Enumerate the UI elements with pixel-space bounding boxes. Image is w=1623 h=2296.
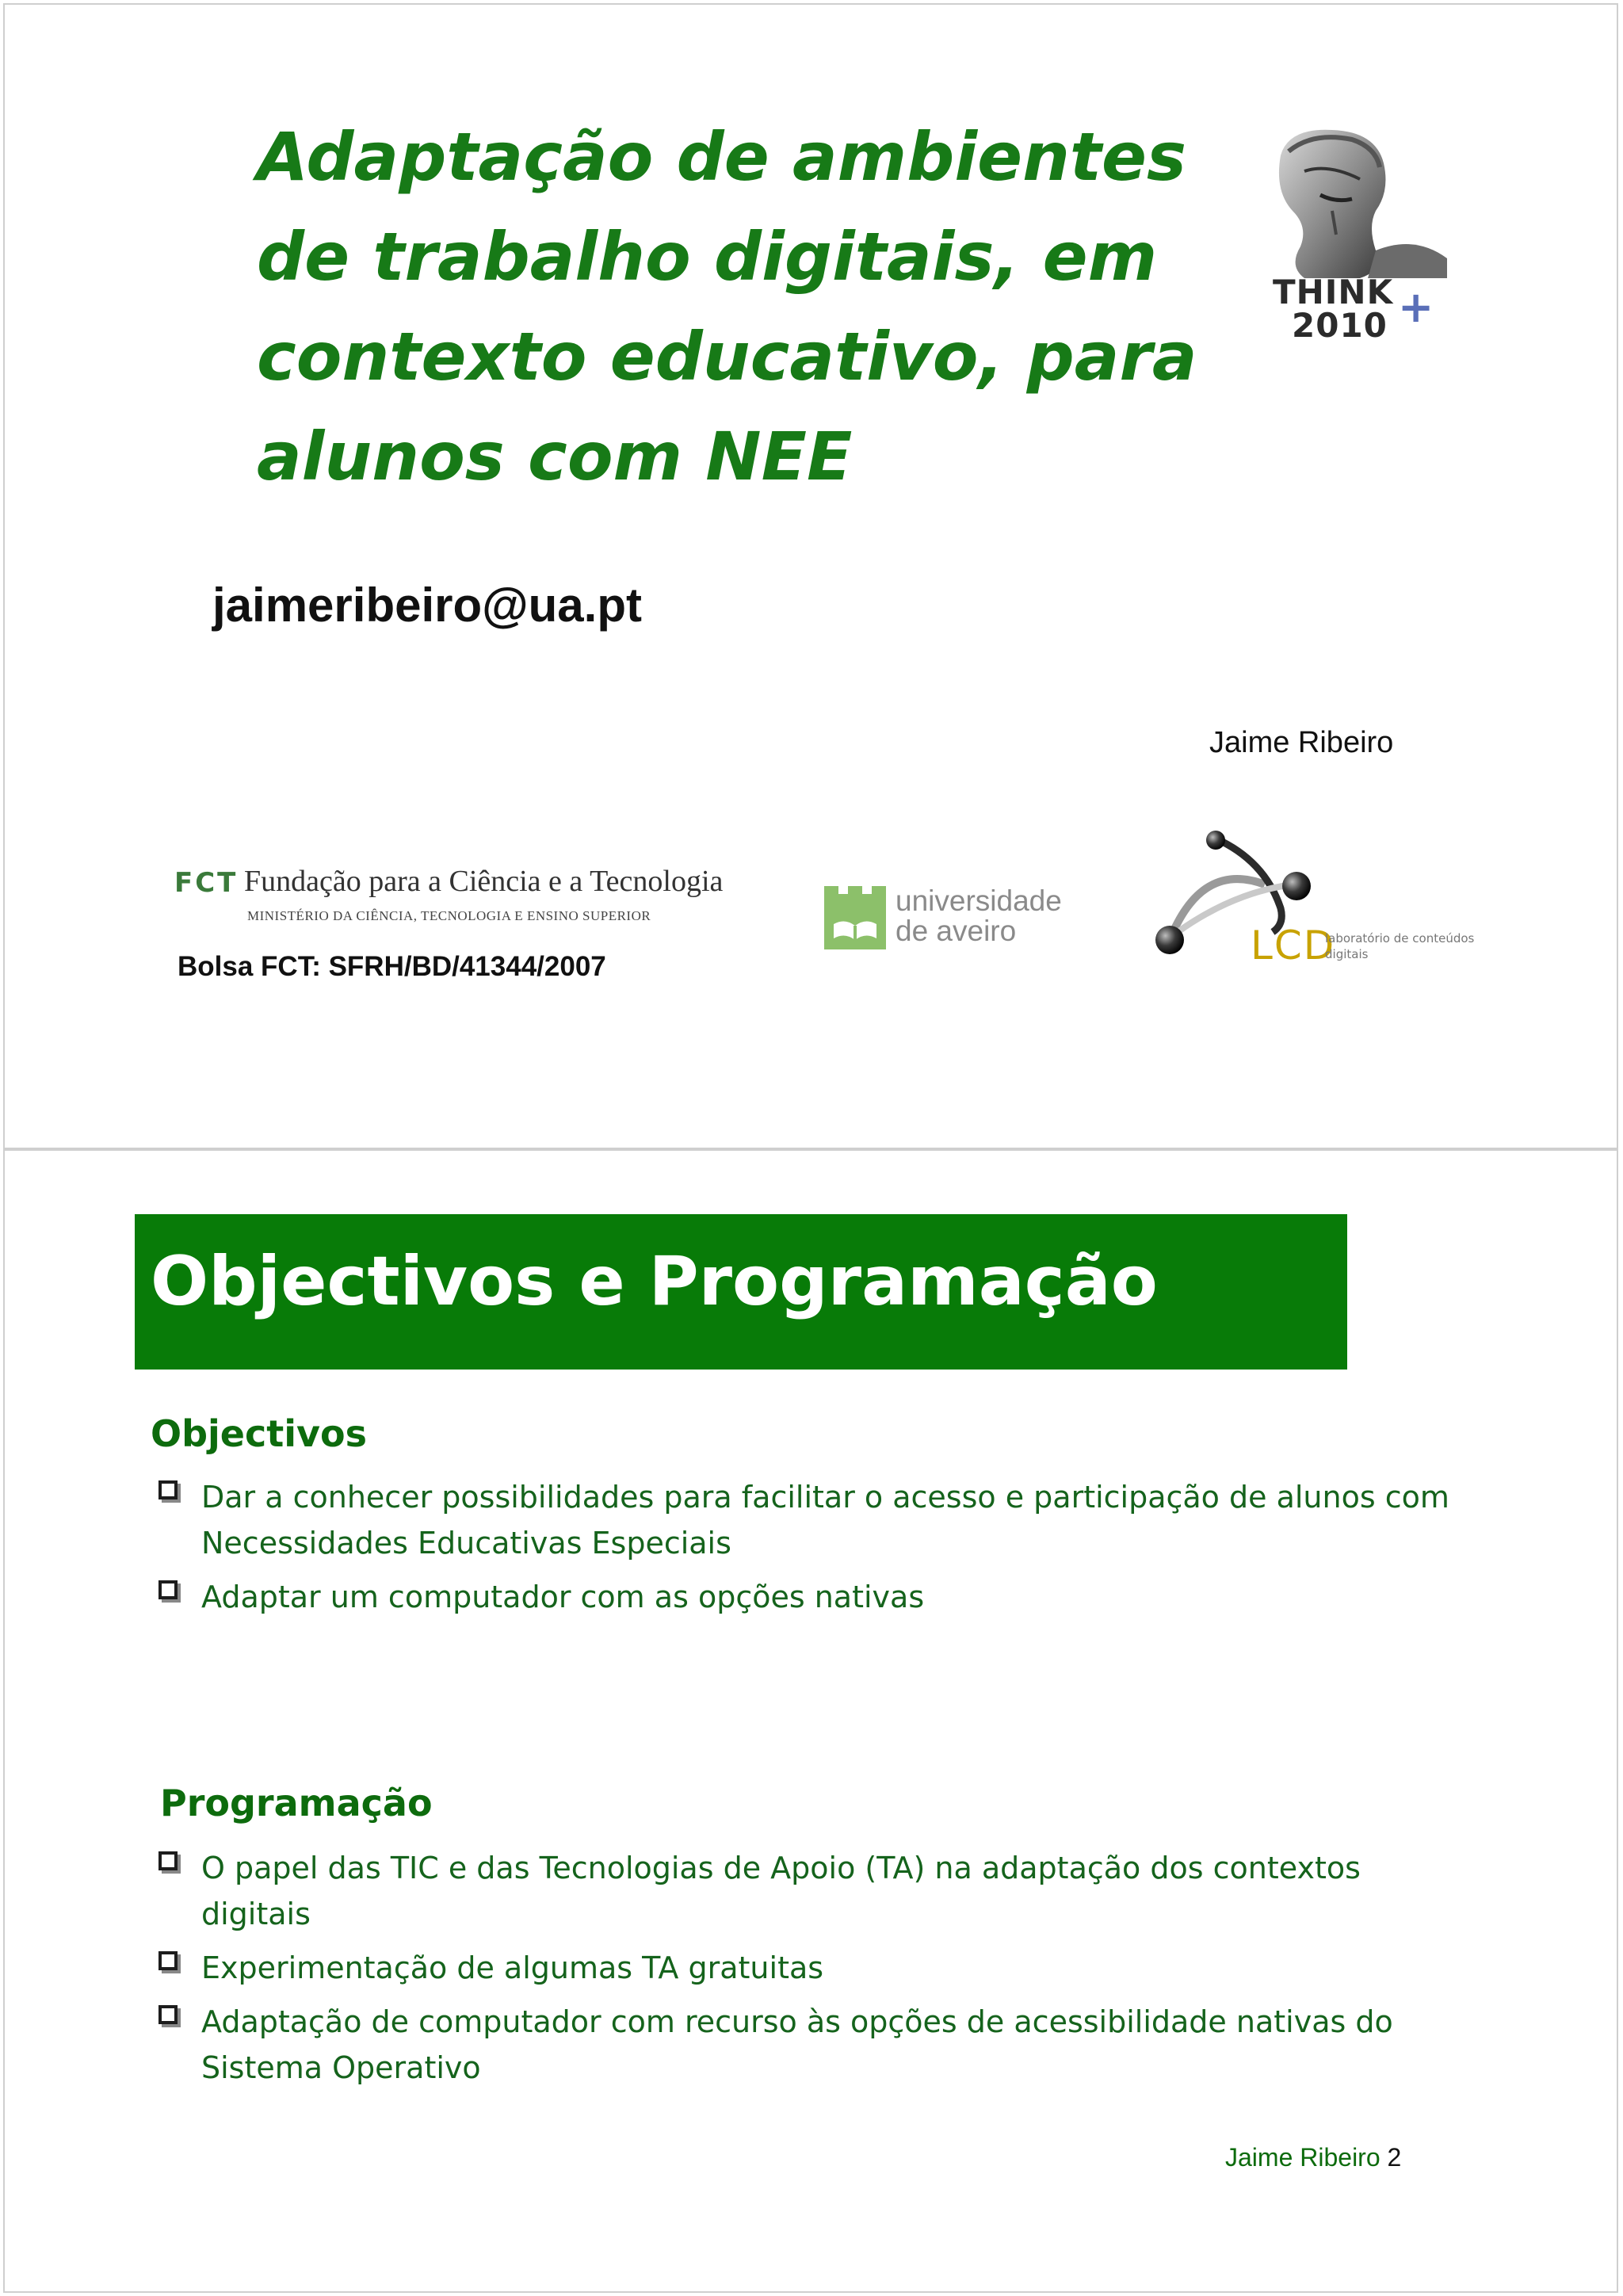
lcd-abbr: LCD bbox=[1251, 923, 1336, 968]
programacao-list bbox=[152, 1845, 1499, 2099]
footer-author: Jaime Ribeiro bbox=[1225, 2143, 1381, 2172]
checkbox-bullet-icon bbox=[158, 1851, 178, 1870]
fct-abbr: FCT bbox=[174, 867, 239, 899]
list-item bbox=[152, 1474, 1499, 1566]
programacao-heading: Programação bbox=[160, 1782, 433, 1824]
title-line-3: contexto educativo, para bbox=[257, 318, 1197, 395]
page-number: 2 bbox=[1387, 2143, 1402, 2172]
slide-title: Objectivos e Programação bbox=[151, 1242, 1158, 1321]
slide-2 bbox=[3, 1149, 1618, 2293]
ua-logo-text: universidade de aveiro bbox=[896, 884, 1062, 947]
checkbox-bullet-icon bbox=[158, 1951, 178, 1970]
plus-icon: + bbox=[1398, 282, 1434, 332]
fct-name: Fundação para a Ciência e a Tecnologia bbox=[244, 865, 724, 898]
list-item-text: Dar a conhecer possibilidades para facilitar o acesso e participação de alunos com Necessidades Educativas Especiais bbox=[201, 1480, 1449, 1561]
think-2010-logo bbox=[1257, 124, 1471, 353]
lcd-logo bbox=[1146, 829, 1510, 980]
lcd-subtitle: laboratório de conteúdos digitais bbox=[1325, 931, 1475, 961]
checkbox-bullet-icon bbox=[158, 1480, 178, 1499]
objectivos-heading: Objectivos bbox=[151, 1412, 367, 1455]
title-line-1: Adaptação de ambientes bbox=[257, 118, 1187, 196]
list-item bbox=[152, 1999, 1499, 2091]
statue-head-icon bbox=[1257, 124, 1471, 282]
checkbox-bullet-icon bbox=[158, 2005, 178, 2024]
slide-1 bbox=[3, 3, 1618, 1149]
list-item-text: O papel das TIC e das Tecnologias de Apoio (TA) na adaptação dos contextos digitais bbox=[201, 1851, 1361, 1931]
fct-logo bbox=[174, 867, 792, 930]
grant-reference: Bolsa FCT: SFRH/BD/41344/2007 bbox=[178, 951, 606, 982]
fct-subtitle: MINISTÉRIO DA CIÊNCIA, TECNOLOGIA E ENSINO SUPERIOR bbox=[247, 908, 651, 923]
contact-email: jaimeribeiro@ua.pt bbox=[212, 579, 642, 632]
universidade-aveiro-logo bbox=[824, 883, 1094, 954]
checkbox-bullet-icon bbox=[158, 1580, 178, 1599]
objectivos-list bbox=[152, 1474, 1499, 1628]
list-item-text: Experimentação de algumas TA gratuitas bbox=[201, 1950, 824, 1985]
title-banner bbox=[135, 1214, 1347, 1370]
list-item bbox=[152, 1845, 1499, 1937]
title-line-2: de trabalho digitais, em bbox=[257, 218, 1158, 296]
list-item bbox=[152, 1945, 1499, 1991]
list-item-text: Adaptação de computador com recurso às opções de acessibilidade nativas do Sistema Operativo bbox=[201, 2004, 1393, 2085]
author-name: Jaime Ribeiro bbox=[1209, 726, 1394, 759]
list-item bbox=[152, 1574, 1499, 1620]
slide-footer bbox=[1225, 2143, 1401, 2172]
list-item-text: Adaptar um computador com as opções nativas bbox=[201, 1580, 925, 1614]
castle-book-icon bbox=[824, 886, 886, 949]
title-line-4: alunos com NEE bbox=[257, 418, 853, 495]
think-logo-text: THINK 2010 bbox=[1273, 273, 1394, 345]
